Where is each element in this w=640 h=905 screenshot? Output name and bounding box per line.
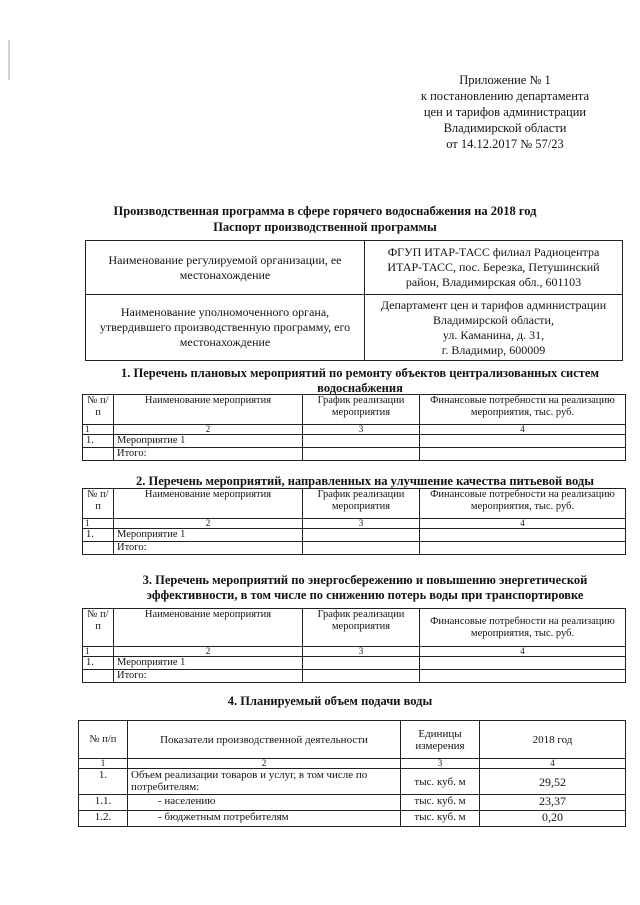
row-schedule bbox=[303, 435, 420, 448]
col-num-header: № п/п bbox=[83, 609, 114, 647]
passport-value-line: район, Владимирская обл., 601103 bbox=[405, 275, 582, 289]
col-number: 3 bbox=[401, 759, 480, 769]
row-schedule bbox=[303, 529, 420, 542]
col-number: 1 bbox=[79, 759, 128, 769]
col-number: 3 bbox=[303, 425, 420, 435]
col-number: 4 bbox=[420, 425, 626, 435]
col-number: 2 bbox=[114, 425, 303, 435]
total-schedule bbox=[303, 542, 420, 555]
col-finance-header: Финансовые потребности на реализацию мероприятия, тыс. руб. bbox=[420, 489, 626, 519]
col-num-header: № п/п bbox=[83, 395, 114, 425]
volume-year-header: 2018 год bbox=[480, 721, 626, 759]
section-heading-line: 2. Перечень мероприятий, направленных на улучшение качества питьевой воды bbox=[136, 474, 594, 488]
row-schedule bbox=[303, 657, 420, 670]
row-num: 1. bbox=[83, 529, 114, 542]
volume-row-unit: тыс. куб. м bbox=[401, 769, 480, 795]
col-name-header: Наименование мероприятия bbox=[114, 395, 303, 425]
section-1-heading bbox=[100, 366, 620, 396]
document-title bbox=[60, 203, 590, 235]
passport-value bbox=[365, 295, 623, 361]
row-finance bbox=[420, 657, 626, 670]
volume-row-unit: тыс. куб. м bbox=[401, 811, 480, 827]
appendix-line: Приложение № 1 bbox=[459, 73, 551, 87]
volume-indicator-header: Показатели производственной деятельности bbox=[128, 721, 401, 759]
volume-row-value: 0,20 bbox=[480, 811, 626, 827]
row-name: Мероприятие 1 bbox=[114, 657, 303, 670]
title-line: Производственная программа в сфере горячего водоснабжения на 2018 год bbox=[113, 204, 537, 218]
col-number: 2 bbox=[114, 647, 303, 657]
volume-row-num: 1.2. bbox=[79, 811, 128, 827]
col-schedule-header: График реализации мероприятия bbox=[303, 489, 420, 519]
volume-row-num: 1.1. bbox=[79, 795, 128, 811]
passport-value-line: г. Владимир, 600009 bbox=[441, 342, 546, 357]
volume-row-indicator: - населению bbox=[128, 795, 401, 811]
volume-row-value: 29,52 bbox=[480, 769, 626, 795]
row-num: 1. bbox=[83, 435, 114, 448]
col-number: 3 bbox=[303, 647, 420, 657]
section-3-table bbox=[82, 608, 626, 683]
col-number: 3 bbox=[303, 519, 420, 529]
section-heading-line: водоснабжения bbox=[317, 381, 403, 395]
appendix-block bbox=[400, 72, 610, 152]
passport-value-line: ФГУП ИТАР-ТАСС филиал Радиоцентра bbox=[387, 245, 600, 259]
title-subline: Паспорт производственной программы bbox=[213, 220, 437, 234]
col-number: 4 bbox=[420, 519, 626, 529]
total-finance bbox=[420, 448, 626, 461]
col-number: 1 bbox=[83, 425, 114, 435]
section-1-table bbox=[82, 394, 626, 461]
volume-table bbox=[78, 720, 626, 827]
total-schedule bbox=[303, 448, 420, 461]
section-3-heading bbox=[100, 573, 630, 603]
total-schedule bbox=[303, 670, 420, 683]
passport-value-line: ул. Каманина, д. 31, bbox=[442, 327, 545, 342]
col-name-header: Наименование мероприятия bbox=[114, 489, 303, 519]
col-number: 1 bbox=[83, 519, 114, 529]
section-2-table bbox=[82, 488, 626, 555]
section-2-heading bbox=[100, 474, 630, 489]
total-finance bbox=[420, 670, 626, 683]
section-heading-line: эффективности, в том числе по снижению потерь воды при транспортировке bbox=[146, 588, 584, 602]
col-number: 2 bbox=[128, 759, 401, 769]
row-num: 1. bbox=[83, 657, 114, 670]
passport-label: Наименование регулируемой организации, ее местонахождение bbox=[86, 241, 365, 295]
total-finance bbox=[420, 542, 626, 555]
col-number: 1 bbox=[83, 647, 114, 657]
total-num bbox=[83, 542, 114, 555]
col-finance-header: Финансовые потребности на реализацию мероприятия, тыс. руб. bbox=[420, 395, 626, 425]
total-label: Итого: bbox=[114, 542, 303, 555]
total-num bbox=[83, 670, 114, 683]
section-heading-line: 3. Перечень мероприятий по энергосбережению и повышению энергетической bbox=[142, 573, 588, 587]
col-name-header: Наименование мероприятия bbox=[114, 609, 303, 647]
volume-row-num: 1. bbox=[79, 769, 128, 795]
total-num bbox=[83, 448, 114, 461]
col-num-header: № п/п bbox=[83, 489, 114, 519]
section-heading-line: 1. Перечень плановых мероприятий по ремонту объектов централизованных систем bbox=[121, 366, 599, 380]
volume-num-header: № п/п bbox=[79, 721, 128, 759]
passport-value-line: Владимирской области, bbox=[433, 312, 554, 327]
passport-label: Наименование уполномоченного органа, утвердившего производственную программу, его местонахождение bbox=[86, 295, 365, 361]
volume-row-unit: тыс. куб. м bbox=[401, 795, 480, 811]
row-name: Мероприятие 1 bbox=[114, 435, 303, 448]
passport-value-line: Департамент цен и тарифов администрации bbox=[380, 297, 607, 312]
volume-row-indicator: Объем реализации товаров и услуг, в том числе по потребителям: bbox=[128, 769, 401, 795]
volume-row-indicator: - бюджетным потребителям bbox=[128, 811, 401, 827]
appendix-line: от 14.12.2017 № 57/23 bbox=[446, 137, 564, 151]
section-4-heading: 4. Планируемый объем подачи воды bbox=[227, 694, 433, 708]
col-number: 2 bbox=[114, 519, 303, 529]
col-schedule-header: График реализации мероприятия bbox=[303, 609, 420, 647]
col-schedule-header: График реализации мероприятия bbox=[303, 395, 420, 425]
passport-value-line: ИТАР-ТАСС, пос. Березка, Петушинский bbox=[387, 260, 600, 274]
row-finance bbox=[420, 435, 626, 448]
row-finance bbox=[420, 529, 626, 542]
appendix-line: Владимирской области bbox=[443, 121, 567, 135]
row-name: Мероприятие 1 bbox=[114, 529, 303, 542]
passport-table bbox=[85, 240, 623, 361]
col-number: 4 bbox=[480, 759, 626, 769]
volume-row-value: 23,37 bbox=[480, 795, 626, 811]
passport-value bbox=[365, 241, 623, 295]
appendix-line: к постановлению департамента bbox=[420, 89, 590, 103]
volume-unit-header: Единицы измерения bbox=[401, 721, 480, 759]
total-label: Итого: bbox=[114, 670, 303, 683]
total-label: Итого: bbox=[114, 448, 303, 461]
scan-edge-mark bbox=[8, 40, 10, 80]
appendix-line: цен и тарифов администрации bbox=[423, 105, 587, 119]
col-finance-header: Финансовые потребности на реализацию мероприятия, тыс. руб. bbox=[420, 609, 626, 647]
col-number: 4 bbox=[420, 647, 626, 657]
